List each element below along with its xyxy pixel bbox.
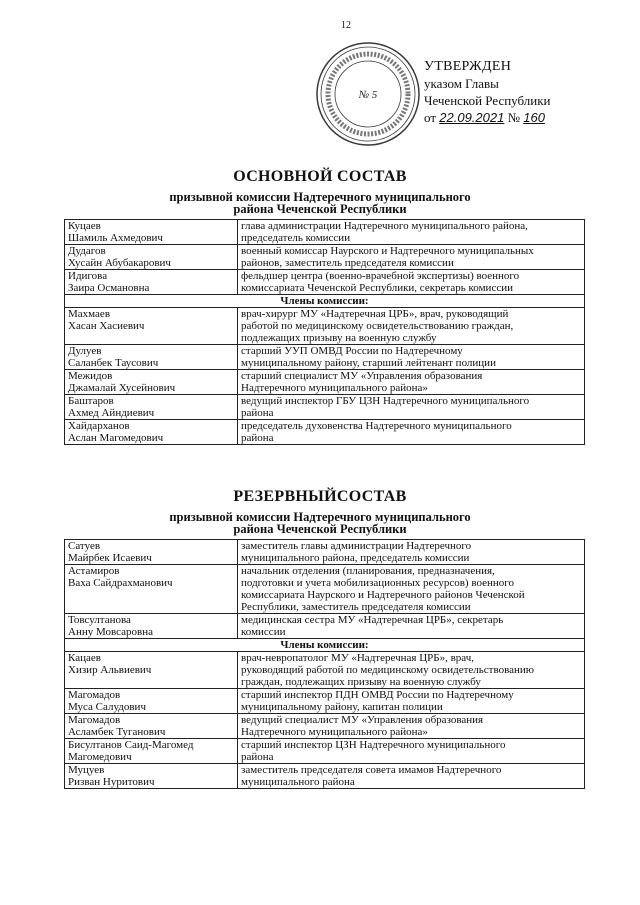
role-line: председатель духовенства Надтеречного муниципального	[241, 420, 512, 432]
person-name-cell	[65, 345, 238, 370]
table-row	[65, 764, 585, 789]
given-name: Шамиль Ахмедович	[68, 232, 163, 244]
person-role-cell	[238, 245, 585, 270]
table-row	[65, 220, 585, 245]
role-line: Республики, заместитель председателя комиссии	[241, 601, 471, 613]
approval-date: 22.09.2021	[439, 110, 505, 125]
person-role-cell	[238, 689, 585, 714]
given-name: Муса Салудович	[68, 701, 146, 713]
person-role-cell	[238, 739, 585, 764]
table-row	[65, 565, 585, 614]
table-row	[65, 689, 585, 714]
main-subtitle-1: призывной комиссии Надтеречного муниципального	[169, 190, 471, 204]
table-row	[65, 614, 585, 639]
surname: Баштаров	[68, 395, 114, 407]
given-name: Анну Мовсаровна	[68, 626, 153, 638]
person-name-cell	[65, 220, 238, 245]
person-role-cell	[238, 345, 585, 370]
given-name: Магомедович	[68, 751, 132, 763]
approval-line-2: указом Главы	[424, 76, 499, 91]
person-role-cell	[238, 764, 585, 789]
role-line: медицинская сестра МУ «Надтеречная ЦРБ», секретарь	[241, 614, 504, 626]
role-line: муниципального района, председатель комиссии	[241, 552, 470, 564]
role-line: района	[241, 432, 274, 444]
given-name: Джамалай Хусейнович	[68, 382, 176, 394]
main-subtitle-2: района Чеченской Республики	[233, 202, 407, 216]
person-name-cell	[65, 540, 238, 565]
reserve-subtitle-2: района Чеченской Республики	[233, 522, 407, 536]
table-row	[65, 420, 585, 445]
role-line: старший инспектор ПДН ОМВД России по Надтеречному	[241, 689, 514, 701]
given-name: Хусайн Абубакарович	[68, 257, 171, 269]
role-line: районов, заместитель председателя комиссии	[241, 257, 454, 269]
table-row	[65, 652, 585, 689]
table-row	[65, 540, 585, 565]
role-line: Надтеречного муниципального района»	[241, 726, 428, 738]
role-line: начальник отделения (планирования, предназначения,	[241, 565, 495, 577]
table-row	[65, 345, 585, 370]
table-row	[65, 395, 585, 420]
surname: Хайдарханов	[68, 420, 130, 432]
person-name-cell	[65, 308, 238, 345]
person-name-cell	[65, 370, 238, 395]
role-line: врач-хирург МУ «Надтеречная ЦРБ», врач, руководящий	[241, 308, 509, 320]
surname: Товсултанова	[68, 614, 131, 626]
table-row	[65, 245, 585, 270]
given-name: Асламбек Туганович	[68, 726, 166, 738]
person-name-cell	[65, 420, 238, 445]
approval-number: 160	[523, 110, 545, 125]
role-line: муниципальному району, старший лейтенант полиции	[241, 357, 496, 369]
role-line: старший специалист МУ «Управления образования	[241, 370, 483, 382]
main-composition-table	[64, 219, 585, 445]
role-line: граждан, подлежащих призыву на военную службу	[241, 676, 481, 688]
person-name-cell	[65, 689, 238, 714]
given-name: Ризван Нуритович	[68, 776, 155, 788]
members-header: Члены комиссии:	[65, 639, 585, 652]
person-role-cell	[238, 220, 585, 245]
members-header-row	[65, 639, 585, 652]
role-line: старший инспектор ЦЗН Надтеречного муниципального	[241, 739, 506, 751]
role-line: Надтеречного муниципального района»	[241, 382, 428, 394]
table-row	[65, 270, 585, 295]
person-role-cell	[238, 270, 585, 295]
members-header: Члены комиссии:	[65, 295, 585, 308]
surname: Кацаев	[68, 652, 101, 664]
surname: Магомадов	[68, 689, 121, 701]
role-line: подготовки и учета мобилизационных ресурсов) военного	[241, 577, 514, 589]
role-line: района	[241, 751, 274, 763]
surname: Сатуев	[68, 540, 101, 552]
surname: Астамиров	[68, 565, 120, 577]
approval-line-3: Чеченской Республики	[424, 93, 551, 108]
person-role-cell	[238, 420, 585, 445]
role-line: заместитель главы администрации Надтеречного	[241, 540, 472, 552]
person-role-cell	[238, 308, 585, 345]
person-role-cell	[238, 652, 585, 689]
approval-date-line	[424, 109, 551, 126]
role-line: военный комиссар Наурского и Надтеречного муниципальных	[241, 245, 534, 257]
role-line: комиссии	[241, 626, 286, 638]
number-prefix: №	[507, 110, 520, 125]
main-composition-title: ОСНОВНОЙ СОСТАВ	[233, 168, 407, 185]
role-line: муниципальному району, капитан полиции	[241, 701, 443, 713]
approval-block	[424, 58, 551, 126]
given-name: Ваха Сайдрахманович	[68, 577, 173, 589]
surname: Дудагов	[68, 245, 106, 257]
role-line: руководящий работой по медицинскому освидетельствованию	[241, 664, 535, 676]
given-name: Саланбек Таусович	[68, 357, 159, 369]
role-line: фельдшер центра (военно-врачебной экспертизы) военного	[241, 270, 520, 282]
surname: Идигова	[68, 270, 108, 282]
person-name-cell	[65, 739, 238, 764]
role-line: председатель комиссии	[241, 232, 351, 244]
given-name: Майрбек Исаевич	[68, 552, 152, 564]
table-row	[65, 308, 585, 345]
surname: Махмаев	[68, 308, 111, 320]
role-line: глава администрации Надтеречного муниципального района,	[241, 220, 528, 232]
role-line: заместитель председателя совета имамов Надтеречного	[241, 764, 502, 776]
given-name: Хасан Хасиевич	[68, 320, 145, 332]
role-line: муниципального района	[241, 776, 355, 788]
person-name-cell	[65, 652, 238, 689]
reserve-composition-table	[64, 539, 585, 789]
role-line: комиссариата Наурского и Надтеречного районов Чеченской	[241, 589, 525, 601]
person-name-cell	[65, 764, 238, 789]
surname: Межидов	[68, 370, 113, 382]
surname: Муцуев	[68, 764, 105, 776]
role-line: работой по медицинскому освидетельствованию граждан,	[241, 320, 514, 332]
person-role-cell	[238, 614, 585, 639]
person-name-cell	[65, 270, 238, 295]
table-row	[65, 739, 585, 764]
person-name-cell	[65, 714, 238, 739]
surname: Куцаев	[68, 220, 101, 232]
approval-title: УТВЕРЖДЕН	[424, 59, 512, 74]
reserve-composition-title: РЕЗЕРВНЫЙСОСТАВ	[233, 488, 407, 505]
person-role-cell	[238, 395, 585, 420]
reserve-subtitle-1: призывной комиссии Надтеречного муниципального	[169, 510, 471, 524]
person-name-cell	[65, 395, 238, 420]
person-name-cell	[65, 565, 238, 614]
surname: Дулуев	[68, 345, 102, 357]
seal-number: № 5	[358, 89, 378, 101]
table-row	[65, 370, 585, 395]
date-prefix: от	[424, 110, 437, 125]
given-name: Хизир Альвиевич	[68, 664, 152, 676]
role-line: подлежащих призыву на военную службу	[241, 332, 437, 344]
surname: Магомадов	[68, 714, 121, 726]
members-header-row	[65, 295, 585, 308]
person-role-cell	[238, 565, 585, 614]
person-role-cell	[238, 540, 585, 565]
role-line: старший УУП ОМВД России по Надтеречному	[241, 345, 463, 357]
person-name-cell	[65, 245, 238, 270]
person-role-cell	[238, 714, 585, 739]
role-line: ведущий специалист МУ «Управления образования	[241, 714, 484, 726]
person-name-cell	[65, 614, 238, 639]
role-line: врач-невропатолог МУ «Надтеречная ЦРБ», врач,	[241, 652, 474, 664]
given-name: Ахмед Айндиевич	[68, 407, 155, 419]
given-name: Заира Османовна	[68, 282, 150, 294]
role-line: ведущий инспектор ГБУ ЦЗН Надтеречного муниципального	[241, 395, 530, 407]
given-name: Аслан Магомедович	[68, 432, 164, 444]
role-line: комиссариата Чеченской Республики, секретарь комиссии	[241, 282, 513, 294]
official-seal	[314, 40, 422, 148]
surname: Бисултанов Саид-Магомед	[68, 739, 194, 751]
page-number: 12	[341, 20, 351, 31]
role-line: района	[241, 407, 274, 419]
table-row	[65, 714, 585, 739]
person-role-cell	[238, 370, 585, 395]
